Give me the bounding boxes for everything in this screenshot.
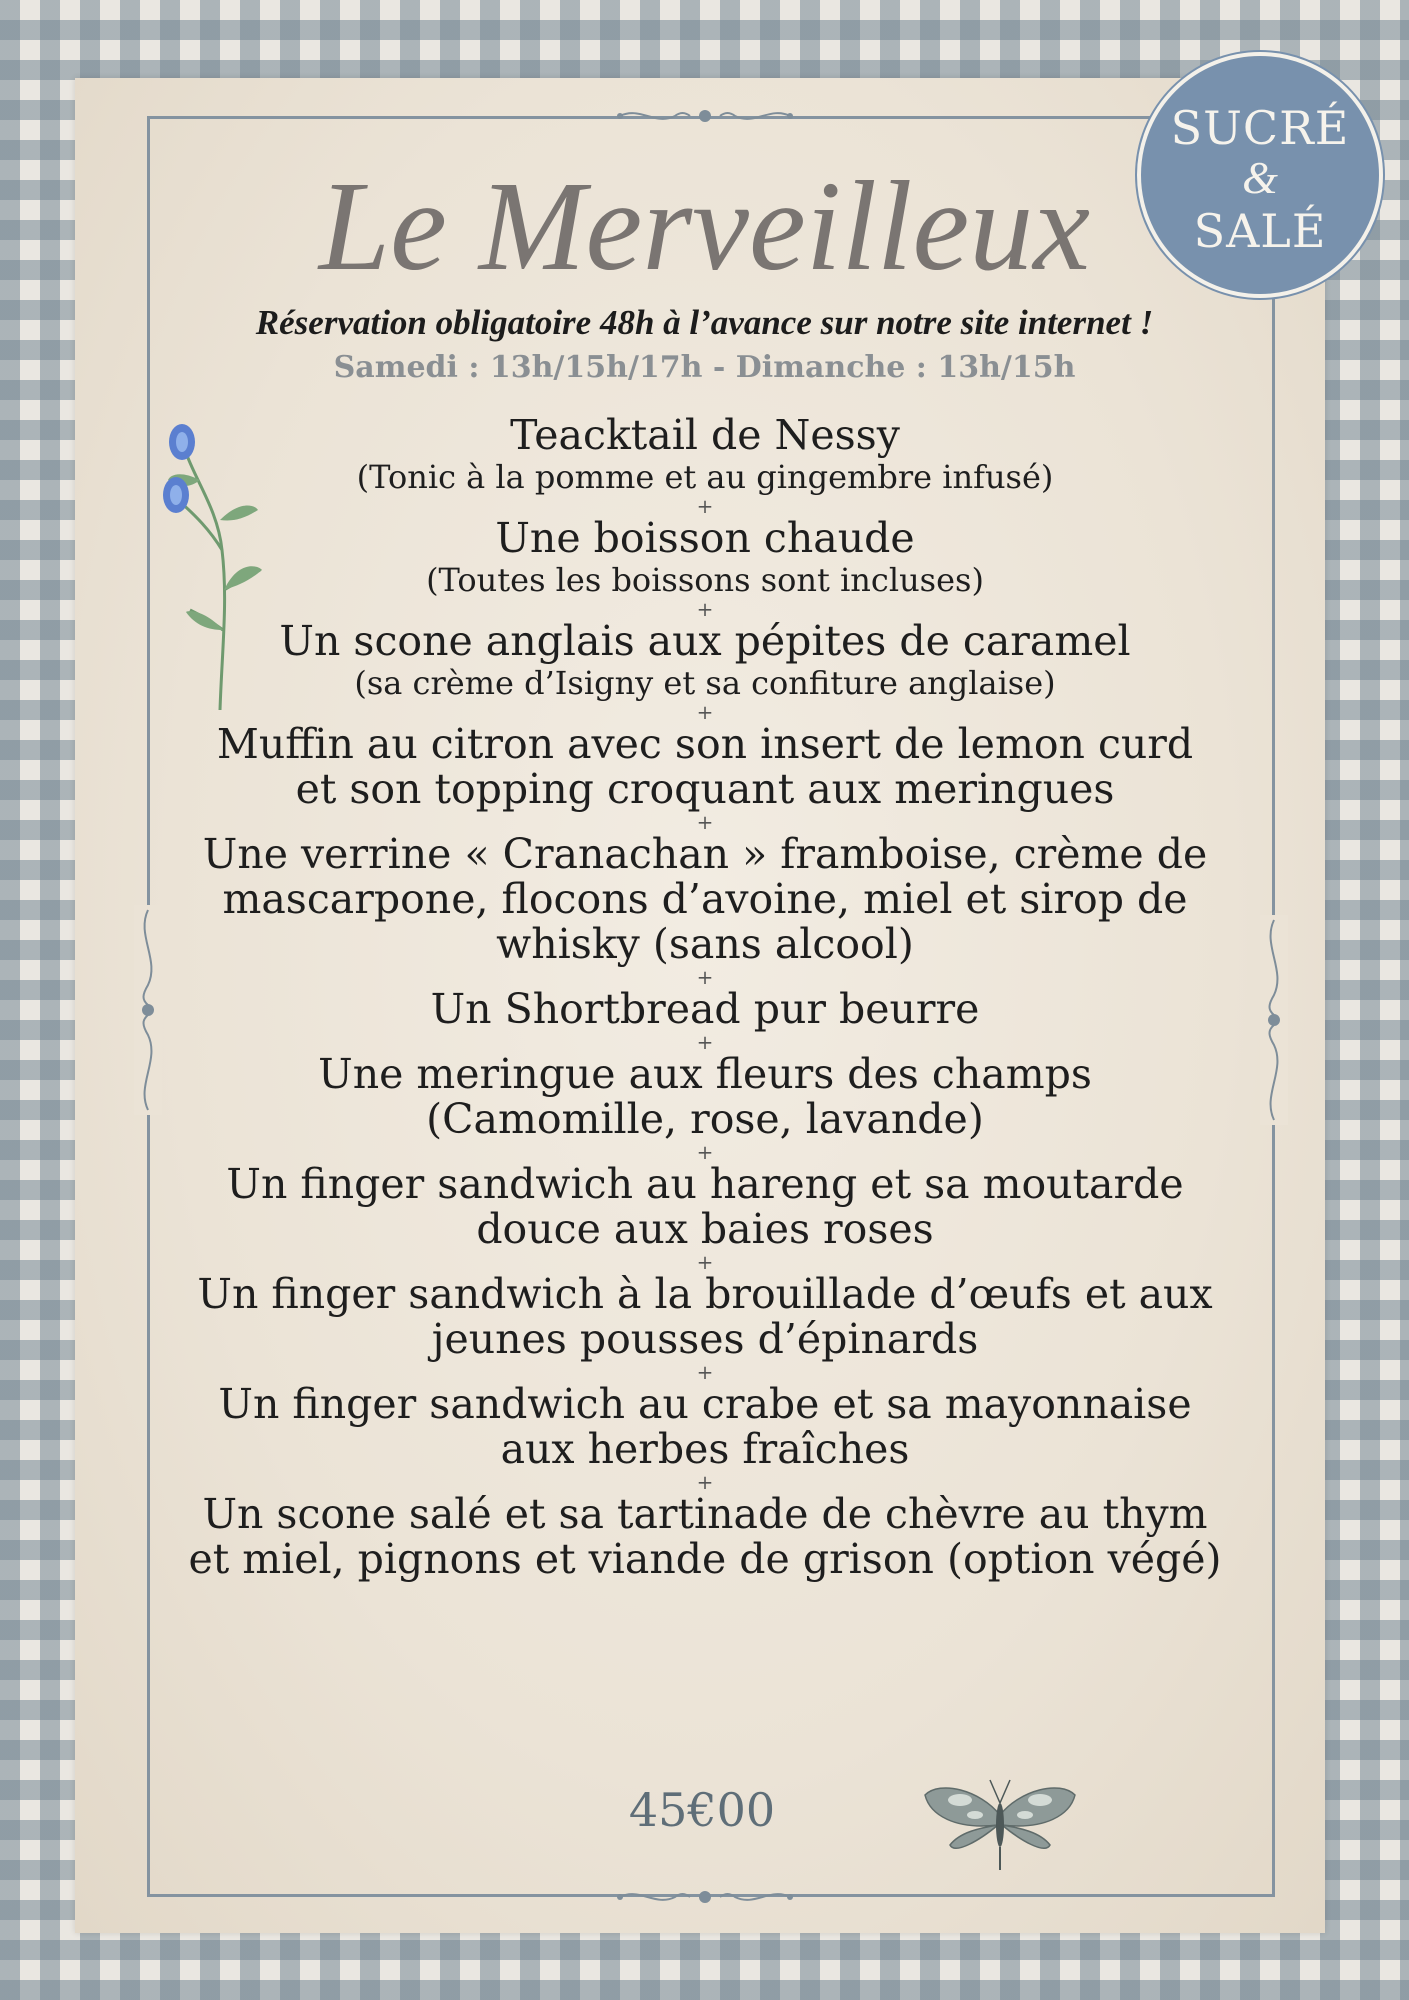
badge-line-1: SUCRÉ (1170, 101, 1350, 155)
menu-item-title-line: douce aux baies roses (476, 1205, 934, 1253)
badge-line-2: SALÉ (1193, 204, 1327, 258)
menu-item-title-line: jeunes pousses d’épinards (431, 1315, 979, 1363)
separator-plus: + (696, 700, 714, 724)
right-ornament-icon (1260, 915, 1288, 1125)
menu-item-title: Une verrine « Cranachan » framboise, crème de (202, 830, 1208, 878)
separator-plus: + (696, 965, 714, 989)
menu-item-title-line: mascarpone, flocons d’avoine, miel et sirop de (222, 875, 1188, 923)
menu-item-title-line: et miel, pignons et viande de grison (option végé) (188, 1535, 1222, 1583)
top-ornament-icon (600, 104, 810, 128)
menu-item-title: Une boisson chaude (495, 514, 915, 562)
menu-item-title: Muffin au citron avec son insert de lemon curd (216, 720, 1194, 768)
bottom-ornament-icon (600, 1885, 810, 1909)
left-ornament-icon (134, 905, 162, 1115)
separator-plus: + (696, 597, 714, 621)
separator-plus: + (696, 494, 714, 518)
separator-plus: + (696, 1140, 714, 1164)
separator-plus: + (696, 1030, 714, 1054)
menu-item-description: (Toutes les boissons sont incluses) (426, 561, 984, 599)
menu-item-title: Un finger sandwich au hareng et sa moutarde (226, 1160, 1184, 1208)
menu-item-title: Un finger sandwich à la brouillade d’œufs et aux (197, 1270, 1213, 1318)
menu-item-title: Un finger sandwich au crabe et sa mayonnaise (218, 1380, 1192, 1428)
menu-item-description: (sa crème d’Isigny et sa confiture anglaise) (354, 664, 1056, 702)
menu-item-title-line: (Camomille, rose, lavande) (426, 1095, 984, 1143)
menu-item-title: Un scone salé et sa tartinade de chèvre au thym (202, 1490, 1208, 1538)
separator-plus: + (696, 810, 714, 834)
menu-item-title-line: et son topping croquant aux meringues (295, 765, 1115, 813)
moth-icon (920, 1770, 1080, 1880)
separator-plus: + (696, 1250, 714, 1274)
menu-title: Le Merveilleux (318, 155, 1091, 297)
separator-plus: + (696, 1470, 714, 1494)
menu-item-title: Un scone anglais aux pépites de caramel (279, 617, 1131, 665)
badge-ampersand: & (1242, 152, 1278, 203)
menu-items (165, 413, 1245, 1582)
separator-plus: + (696, 1360, 714, 1384)
menu-item-title: Un Shortbread pur beurre (430, 985, 980, 1033)
menu-item-title: Une meringue aux fleurs des champs (318, 1050, 1092, 1098)
menu-item-title-line: aux herbes fraîches (500, 1425, 910, 1473)
menu-item-title: Teacktail de Nessy (510, 411, 900, 459)
menu-item-title-line: whisky (sans alcool) (496, 920, 914, 968)
reservation-note: Réservation obligatoire 48h à l’avance sur notre site internet ! (255, 303, 1154, 342)
price-tag: 45€00 (612, 1780, 792, 1840)
opening-hours: Samedi : 13h/15h/17h - Dimanche : 13h/15h (333, 350, 1076, 385)
menu-item-description: (Tonic à la pomme et au gingembre infusé) (356, 458, 1054, 496)
